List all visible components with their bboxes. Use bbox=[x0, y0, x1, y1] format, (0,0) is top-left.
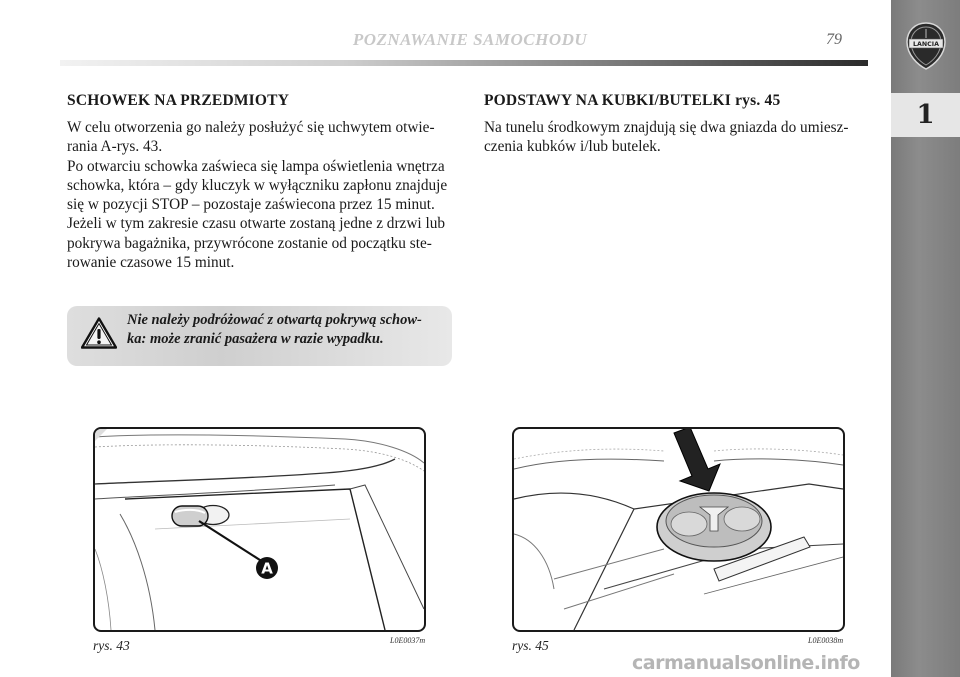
text-line: się w pozycji STOP – pozostaje zaświecona przez 15 minut. bbox=[67, 196, 435, 214]
text-line: Na tunelu środkowym znajdują się dwa gniazda do umiesz- bbox=[484, 119, 849, 136]
warning-triangle-icon bbox=[81, 317, 117, 349]
warning-box bbox=[67, 306, 452, 366]
text-line: schowka, która – gdy kluczyk w wyłączniku zapłonu znajduje bbox=[67, 176, 448, 194]
text-line: rowanie czasowe 15 minut. bbox=[67, 254, 235, 272]
glovebox-paragraph bbox=[67, 118, 452, 272]
watermark: carmanualsonline.info bbox=[632, 652, 860, 674]
figure-glovebox bbox=[93, 427, 426, 632]
warning-line: ka: może zranić pasażera w razie wypadku. bbox=[127, 331, 384, 347]
glovebox-illustration bbox=[95, 429, 424, 630]
section-tab bbox=[891, 93, 960, 137]
text-line: W celu otworzenia go należy posłużyć się uchwytem otwie- bbox=[67, 119, 435, 136]
text-line: Po otwarciu schowka zaświeca się lampa oświetlenia wnętrza bbox=[67, 157, 445, 175]
cupholder-paragraph bbox=[484, 118, 869, 157]
section-heading-cupholders: PODSTAWY NA KUBKI/BUTELKI rys. 45 bbox=[484, 92, 781, 109]
figure-caption: rys. 45 bbox=[512, 638, 549, 653]
right-column bbox=[484, 92, 869, 157]
section-heading-glovebox: SCHOWEK NA PRZEDMIOTY bbox=[67, 92, 290, 109]
text-line: pokrywa bagażnika, przywrócone zostanie od początku ste- bbox=[67, 234, 432, 252]
left-column bbox=[67, 92, 452, 272]
figure-caption: rys. 43 bbox=[93, 638, 130, 653]
figure-code: L0E0038m bbox=[808, 636, 844, 645]
cupholder-illustration bbox=[514, 429, 843, 630]
page-number: 79 bbox=[826, 31, 842, 48]
text-line: Jeżeli w tym zakresie czasu otwarte zostaną jedne z drzwi lub bbox=[67, 215, 446, 233]
warning-text bbox=[127, 311, 445, 349]
brand-logo-text: LANCIA bbox=[913, 41, 939, 49]
section-number: 1 bbox=[916, 100, 935, 130]
lancia-shield-icon bbox=[906, 22, 946, 70]
callout-a: A bbox=[261, 559, 273, 578]
running-head: POZNAWANIE SAMOCHODU bbox=[352, 30, 588, 49]
header-rule bbox=[60, 60, 868, 66]
text-line: czenia kubków i/lub butelek. bbox=[484, 138, 661, 156]
figure-code: L0E0037m bbox=[390, 636, 426, 645]
figure-cupholders bbox=[512, 427, 845, 632]
warning-line: Nie należy podróżować z otwartą pokrywą schow- bbox=[127, 312, 422, 328]
text-line: rania A-rys. 43. bbox=[67, 138, 163, 156]
